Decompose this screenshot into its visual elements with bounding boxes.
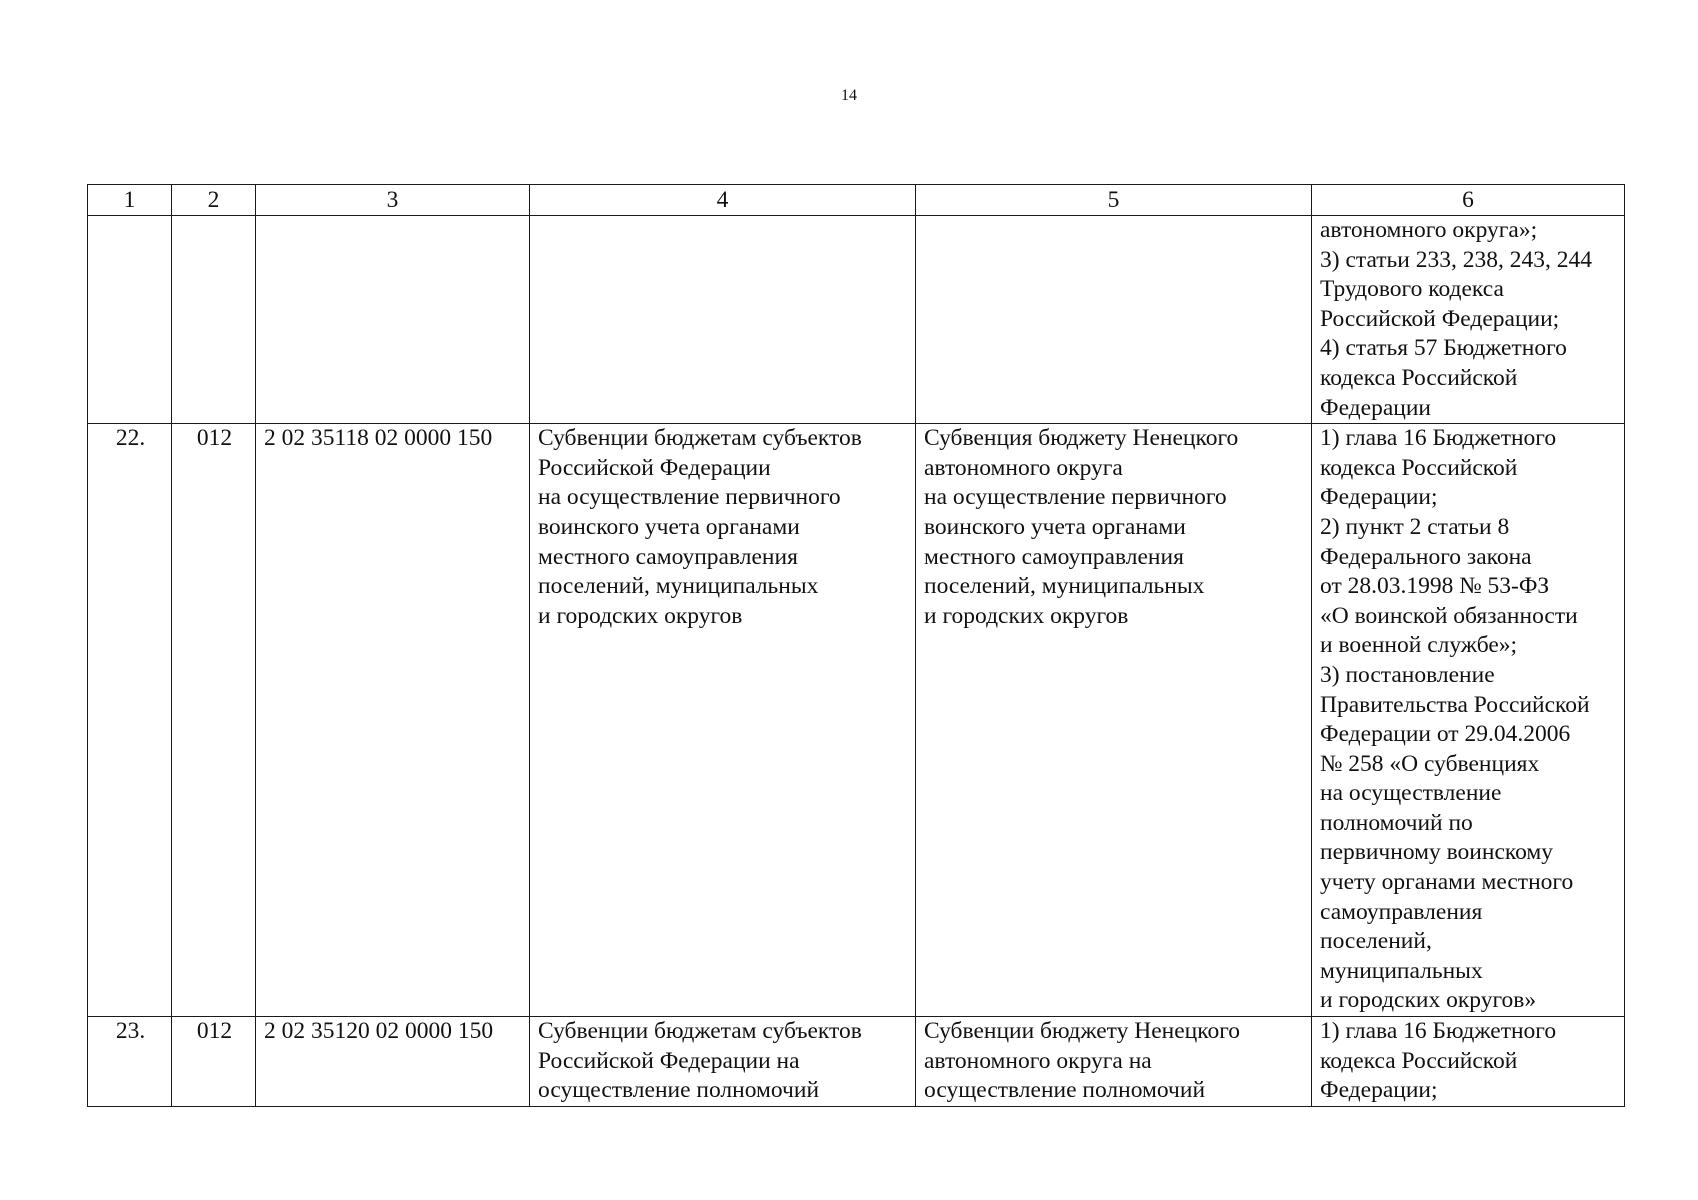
cell-text-line: муниципальных bbox=[1320, 957, 1483, 984]
cell-text-line: местного самоуправления bbox=[924, 543, 1184, 570]
budget-code-cell: 2 02 35118 02 0000 150 bbox=[256, 424, 530, 1017]
cell-text-line: на осуществление первичного bbox=[924, 484, 1227, 511]
cell-text-line: и городских округов bbox=[924, 602, 1129, 629]
legal-basis-cell bbox=[1312, 216, 1625, 424]
budget-code-cell: 2 02 35120 02 0000 150 bbox=[256, 1017, 530, 1107]
cell-text-line: кодекса Российской bbox=[1320, 364, 1518, 391]
cell-text-line: кодекса Российской bbox=[1320, 1047, 1518, 1074]
cell-text-line: осуществление полномочий bbox=[924, 1077, 1206, 1104]
cell-text-line: «О воинской обязанности bbox=[1320, 602, 1578, 629]
column-number-row bbox=[88, 185, 1625, 216]
cell-text-line: Федерального закона bbox=[1320, 543, 1532, 570]
row-number-cell: 23. bbox=[88, 1017, 172, 1107]
cell-text-line: воинского учета органами bbox=[538, 513, 800, 540]
cell-text-line: Субвенции бюджету Ненецкого bbox=[924, 1018, 1241, 1045]
legal-basis-cell bbox=[1312, 424, 1625, 1017]
cell-text-line: осуществление полномочий bbox=[538, 1077, 820, 1104]
cell-text-line: и военной службе»; bbox=[1320, 632, 1518, 659]
cell-text-line: Субвенция бюджету Ненецкого bbox=[924, 425, 1239, 452]
revenue-description-cell bbox=[916, 1017, 1312, 1107]
cell-text-line: и городских округов bbox=[538, 602, 743, 629]
cell-text-line: Российской Федерации bbox=[538, 454, 771, 481]
revenue-description-cell bbox=[916, 424, 1312, 1017]
cell-text-line: на осуществление первичного bbox=[538, 484, 841, 511]
cell-text-line: Трудового кодекса bbox=[1320, 276, 1504, 303]
cell-text-line: поселений, bbox=[1320, 928, 1432, 955]
cell-text-line: автономного округа bbox=[924, 454, 1123, 481]
cell-text-line: Российской Федерации на bbox=[538, 1047, 800, 1074]
cell-text-line: самоуправления bbox=[1320, 898, 1483, 925]
cell-text-line: Субвенции бюджетам субъектов bbox=[538, 425, 862, 452]
cell-text-line: автономного округа на bbox=[924, 1047, 1152, 1074]
cell-text-line: Правительства Российской bbox=[1320, 691, 1590, 718]
cell-text-line: воинского учета органами bbox=[924, 513, 1186, 540]
cell-text-line: 1) глава 16 Бюджетного bbox=[1320, 1018, 1557, 1045]
column-header-1: 1 bbox=[88, 185, 172, 216]
row-number-cell: 22. bbox=[88, 424, 172, 1017]
cell-text-line: Российской Федерации; bbox=[1320, 305, 1560, 332]
legal-basis-table bbox=[87, 184, 1625, 1107]
table-row-continuation bbox=[88, 216, 1625, 424]
legal-basis-cell bbox=[1312, 1017, 1625, 1107]
cell-text-line: Федерации; bbox=[1320, 1077, 1438, 1104]
cell-text-line: 2) пункт 2 статьи 8 bbox=[1320, 513, 1510, 540]
cell-text-line: Федерации; bbox=[1320, 484, 1438, 511]
column-header-4: 4 bbox=[530, 185, 916, 216]
cell-text-line: 3) постановление bbox=[1320, 661, 1495, 688]
table-row-23 bbox=[88, 1017, 1625, 1107]
admin-code-cell: 012 bbox=[172, 1017, 256, 1107]
column-header-6: 6 bbox=[1312, 185, 1625, 216]
cell-text-line: автономного округа»; bbox=[1320, 217, 1538, 243]
cell-text-line: поселений, муниципальных bbox=[924, 573, 1205, 600]
cell-text-line: учету органами местного bbox=[1320, 869, 1574, 896]
cell-text-line: кодекса Российской bbox=[1320, 454, 1518, 481]
revenue-description-cell bbox=[916, 216, 1312, 424]
cell-text-line: поселений, муниципальных bbox=[538, 573, 819, 600]
cell-text-line: от 28.03.1998 № 53-ФЗ bbox=[1320, 573, 1550, 600]
page-number: 14 bbox=[841, 87, 857, 104]
cell-text-line: 1) глава 16 Бюджетного bbox=[1320, 425, 1557, 452]
cell-text-line: Федерации от 29.04.2006 bbox=[1320, 721, 1571, 748]
table-row-22 bbox=[88, 424, 1625, 1017]
cell-text-line: местного самоуправления bbox=[538, 543, 798, 570]
revenue-name-cell bbox=[530, 1017, 916, 1107]
column-header-2: 2 bbox=[172, 185, 256, 216]
cell-text-line: 3) статьи 233, 238, 243, 244 bbox=[1320, 246, 1592, 273]
column-header-3: 3 bbox=[256, 185, 530, 216]
cell-text-line: и городских округов» bbox=[1320, 987, 1537, 1014]
row-number-cell bbox=[88, 216, 172, 424]
revenue-name-cell bbox=[530, 216, 916, 424]
cell-text-line: первичному воинскому bbox=[1320, 839, 1554, 866]
cell-text-line: Федерации bbox=[1320, 394, 1431, 421]
cell-text-line: полномочий по bbox=[1320, 809, 1473, 836]
revenue-name-cell bbox=[530, 424, 916, 1017]
cell-text-line: Субвенции бюджетам субъектов bbox=[538, 1018, 862, 1045]
cell-text-line: на осуществление bbox=[1320, 780, 1502, 807]
admin-code-cell bbox=[172, 216, 256, 424]
budget-code-cell bbox=[256, 216, 530, 424]
admin-code-cell: 012 bbox=[172, 424, 256, 1017]
cell-text-line: № 258 «О субвенциях bbox=[1320, 750, 1540, 777]
cell-text-line: 4) статья 57 Бюджетного bbox=[1320, 335, 1567, 362]
column-header-5: 5 bbox=[916, 185, 1312, 216]
